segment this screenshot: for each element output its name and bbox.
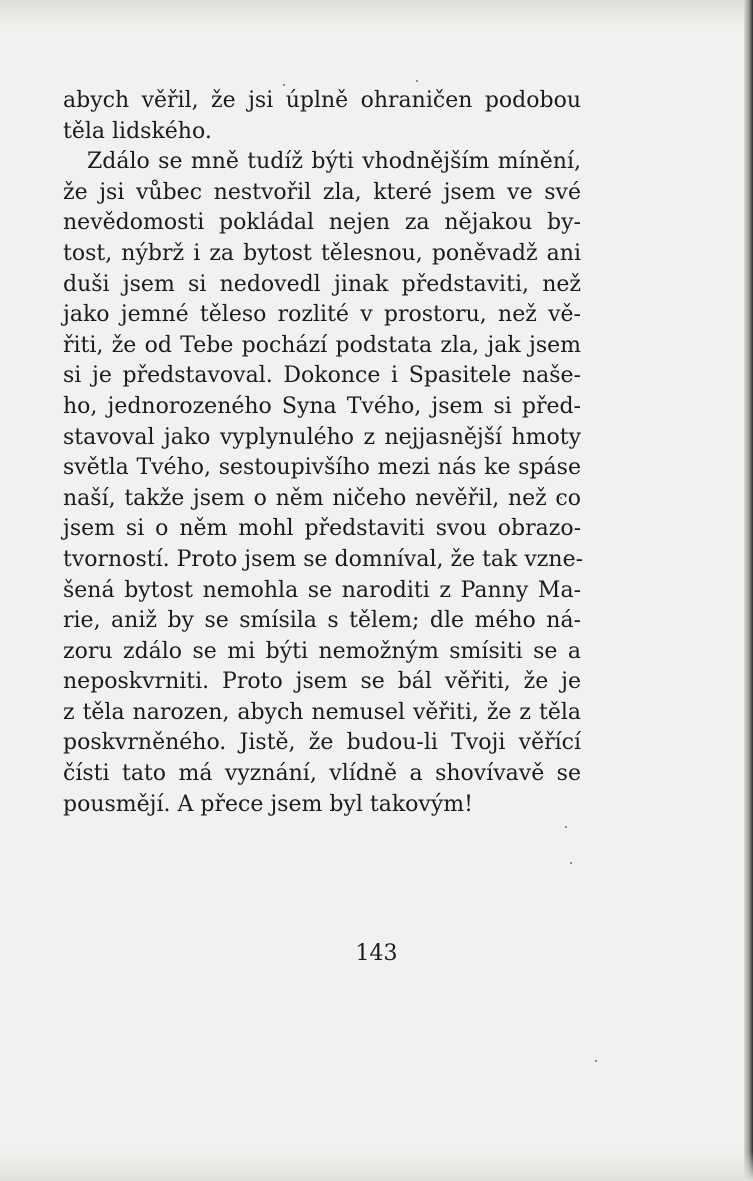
text-line: světla Tvého, sestoupivšího mezi nás ke spáse bbox=[63, 455, 581, 481]
text-line: z těla narozen, abych nemusel věřiti, že z těla bbox=[63, 699, 581, 725]
print-speck bbox=[565, 826, 567, 828]
text-line: poskvrněného. Jistě, že budou-li Tvoji věřící bbox=[63, 730, 581, 756]
text-line: pousmějí. A přece jsem byl takovým! bbox=[63, 791, 473, 817]
print-speck bbox=[595, 1060, 597, 1062]
text-line: jako jemné těleso rozlité v prostoru, než vě- bbox=[63, 302, 581, 328]
print-speck bbox=[570, 862, 572, 864]
text-line: neposkvrniti. Proto jsem se bál věřiti, že je bbox=[63, 669, 581, 695]
paragraph-first-line: Zdálo se mně tudíž býti vhodnějším mínění, bbox=[87, 149, 581, 175]
text-line: naší, takže jsem o něm ničeho nevěřil, než co bbox=[63, 485, 581, 511]
text-line: stavoval jako vyplynulého z nejjasnější hmoty bbox=[63, 424, 581, 450]
page-bottom-shadow bbox=[0, 1151, 753, 1181]
text-line: tost, nýbrž i za bytost tělesnou, poněvadž ani bbox=[63, 240, 581, 266]
text-line: duši jsem si nedovedl jinak představiti, než bbox=[63, 271, 581, 297]
text-line: zoru zdálo se mi býti nemožným smísiti se a bbox=[63, 638, 581, 664]
text-line: nevědomosti pokládal nejen za nějakou by- bbox=[63, 210, 581, 236]
print-speck bbox=[416, 80, 418, 82]
text-line: řiti, že od Tebe pochází podstata zla, jak jsem bbox=[63, 332, 581, 358]
text-line: ho, jednorozeného Syna Tvého, jsem si před- bbox=[63, 393, 581, 419]
page-right-edge bbox=[744, 0, 753, 1181]
text-line: čísti tato má vyznání, vlídně a shovívavě se bbox=[63, 761, 581, 787]
text-line: rie, aniž by se smísila s tělem; dle mého ná- bbox=[63, 608, 581, 634]
body-text bbox=[63, 86, 584, 820]
text-line: abych věřil, že jsi úplně ohraničen podobou bbox=[63, 88, 581, 113]
page-number: 143 bbox=[355, 941, 398, 966]
text-line: těla lidského. bbox=[63, 118, 212, 144]
text-line: tvorností. Proto jsem se domníval, že tak vzne- bbox=[63, 546, 584, 572]
text-line: jsem si o něm mohl představiti svou obrazo- bbox=[63, 516, 581, 542]
text-line: si je představoval. Dokonce i Spasitele naše- bbox=[63, 363, 581, 389]
page-top-shadow bbox=[0, 0, 753, 26]
text-line: že jsi vůbec nestvořil zla, které jsem ve své bbox=[63, 179, 581, 205]
text-line: šená bytost nemohla se naroditi z Panny Ma- bbox=[63, 577, 581, 603]
